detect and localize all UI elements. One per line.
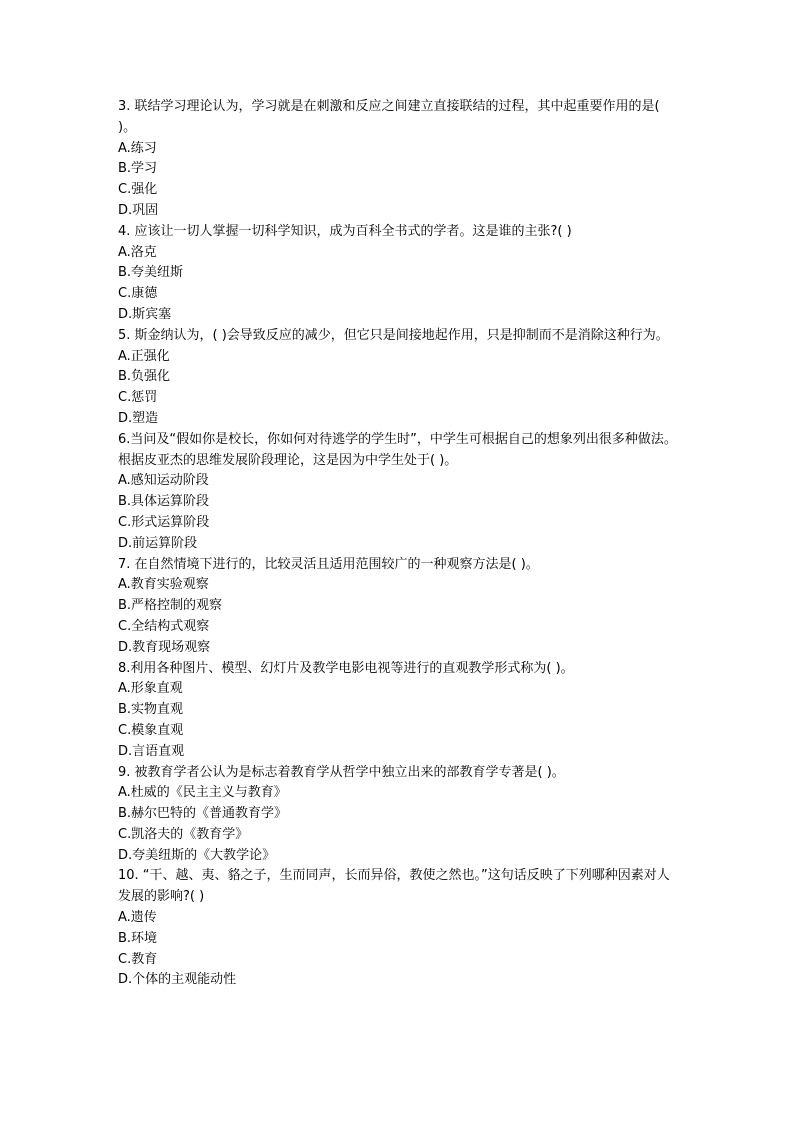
option-c: C.惩罚 [118, 390, 158, 406]
question-9 [118, 763, 678, 867]
option-a: A.洛克 [118, 244, 157, 260]
option-c: C.模象直观 [118, 722, 184, 738]
question-7 [118, 555, 678, 659]
option-b: B.具体运算阶段 [118, 494, 210, 510]
option-a: A.正强化 [118, 348, 170, 364]
option-c: C.强化 [118, 182, 158, 198]
option-a: A.遗传 [118, 910, 157, 926]
option-d: D.夸美纽斯的《大教学论》 [118, 847, 276, 863]
option-c: C.教育 [118, 951, 158, 967]
question-stem: 10. “干、越、夷、貉之子，生而同声，长而异俗，教使之然也。”这句话反映了下列哪种因素对人发展的影响?( ) [118, 868, 670, 905]
question-stem: 6.当问及“假如你是校长，你如何对待逃学的学生时”，中学生可根据自己的想象列出很多种做法。根据皮亚杰的思维发展阶段理论，这是因为中学生处于( )。 [118, 431, 677, 468]
option-d: D.斯宾塞 [118, 306, 172, 322]
question-stem: 7. 在自然情境下进行的，比较灵活且适用范围较广的一种观察方法是( )。 [118, 556, 539, 572]
option-a: A.感知运动阶段 [118, 473, 209, 489]
question-5 [118, 326, 678, 430]
option-d: D.个体的主观能动性 [118, 972, 237, 988]
option-d: D.言语直观 [118, 743, 185, 759]
option-a: A.形象直观 [118, 681, 183, 697]
question-4 [118, 222, 678, 326]
option-d: D.巩固 [118, 202, 159, 218]
question-3 [118, 97, 678, 222]
option-c: C.康德 [118, 286, 158, 302]
question-stem: 4. 应该让一切人掌握一切科学知识，成为百科全书式的学者。这是谁的主张?( ) [118, 223, 572, 239]
option-c: C.全结构式观察 [118, 618, 210, 634]
question-10 [118, 866, 678, 991]
question-stem: 8.利用各种图片、模型、幻灯片及教学电影电视等进行的直观教学形式称为( )。 [118, 660, 574, 676]
option-d: D.教育现场观察 [118, 639, 211, 655]
question-list [118, 97, 678, 991]
option-b: B.赫尔巴特的《普通教育学》 [118, 806, 288, 822]
option-b: B.环境 [118, 930, 158, 946]
option-a: A.练习 [118, 140, 157, 156]
question-6 [118, 430, 678, 555]
question-8 [118, 659, 678, 763]
option-b: B.实物直观 [118, 702, 184, 718]
option-c: C.凯洛夫的《教育学》 [118, 826, 249, 842]
option-b: B.夸美纽斯 [118, 265, 184, 281]
question-stem: 3. 联结学习理论认为，学习就是在刺激和反应之间建立直接联结的过程，其中起重要作用的是( )。 [118, 99, 660, 135]
option-d: D.塑造 [118, 410, 159, 426]
question-stem: 9. 被教育学者公认为是标志着教育学从哲学中独立出来的部教育学专著是( )。 [118, 764, 565, 780]
option-b: B.学习 [118, 161, 158, 177]
question-stem: 5. 斯金纳认为，( )会导致反应的减少，但它只是间接地起作用，只是抑制而不是消除这种行为。 [118, 327, 669, 343]
option-b: B.严格控制的观察 [118, 598, 223, 614]
option-a: A.教育实验观察 [118, 577, 209, 593]
option-d: D.前运算阶段 [118, 535, 198, 551]
option-a: A.杜威的《民主主义与教育》 [118, 785, 287, 801]
option-b: B.负强化 [118, 369, 171, 385]
option-c: C.形式运算阶段 [118, 514, 210, 530]
